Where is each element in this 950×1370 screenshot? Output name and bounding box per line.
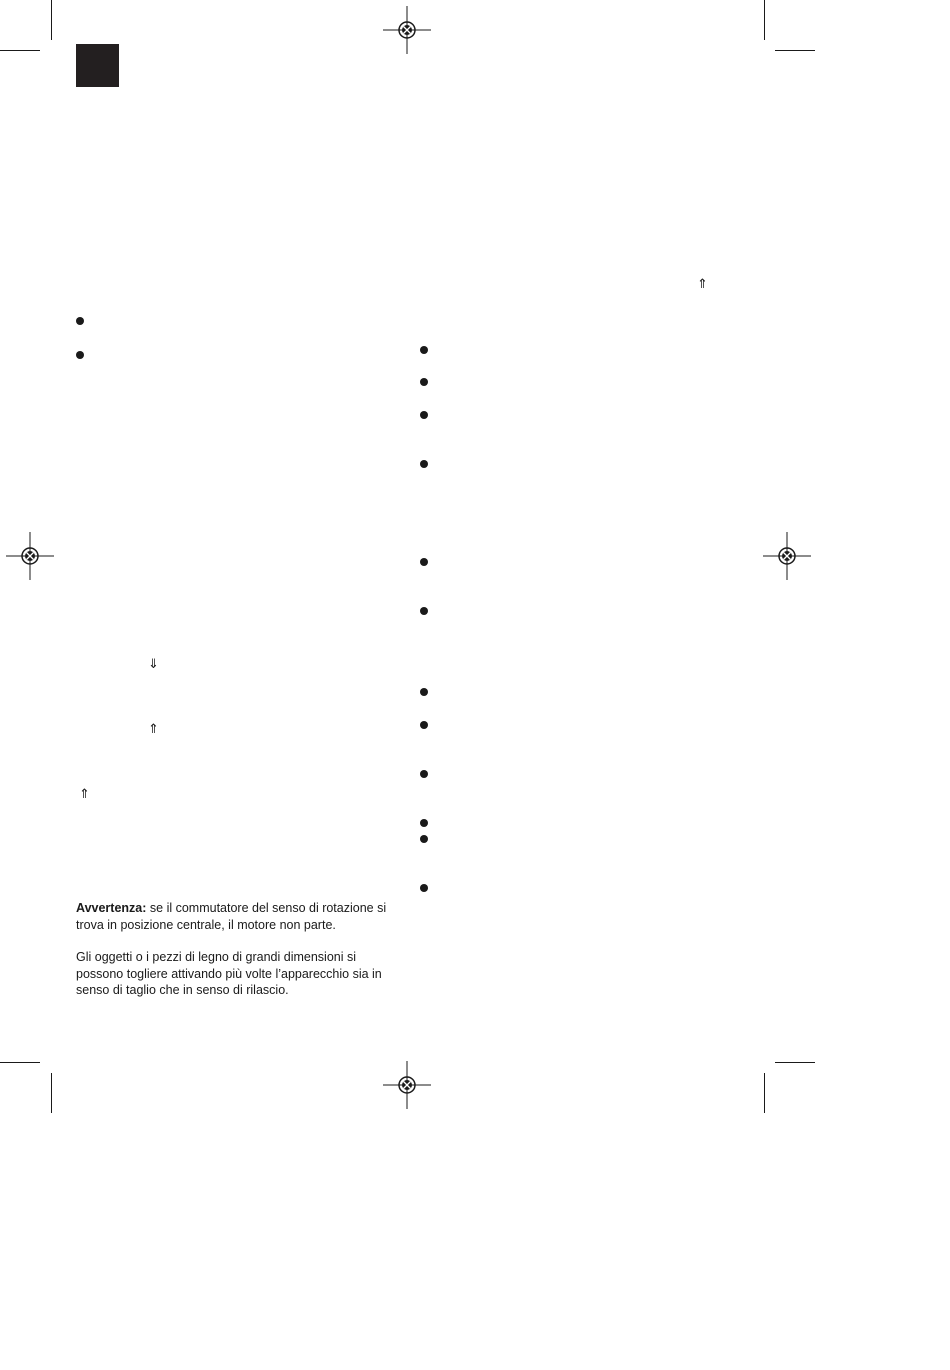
trim-mark-bottom-left-vertical: [51, 1073, 52, 1113]
bullet-icon: [420, 411, 428, 419]
bullet-icon: [420, 835, 428, 843]
bullet-icon: [420, 884, 428, 892]
removal-paragraph: Gli oggetti o i pezzi di legno di grandi dimensioni si possono togliere attivando più volte l’apparecchio sia in senso di taglio che in senso di rilascio.: [76, 950, 382, 997]
bullet-icon: [420, 378, 428, 386]
trim-mark-top-left-vertical: [51, 0, 52, 40]
bullet-icon: [420, 460, 428, 468]
trim-mark-bottom-right-horizontal: [775, 1062, 815, 1063]
trim-mark-bottom-right-vertical: [764, 1073, 765, 1113]
registration-mark-top-icon: [383, 6, 431, 54]
bullet-icon: [420, 721, 428, 729]
warning-note: [76, 900, 406, 933]
trim-mark-bottom-left-horizontal: [0, 1062, 40, 1063]
warning-text: se il commutatore del senso di rotazione si trova in posizione centrale, il motore non parte.: [76, 901, 387, 932]
registration-mark-right-icon: [763, 532, 811, 580]
bullet-icon: [420, 688, 428, 696]
trim-mark-top-right-vertical: [764, 0, 765, 40]
bullet-icon: [420, 770, 428, 778]
bullet-icon: [420, 607, 428, 615]
arrow-up-icon: ⇑: [79, 787, 90, 802]
bullet-icon: [420, 819, 428, 827]
bullet-icon: [76, 351, 84, 359]
arrow-up-icon: ⇑: [697, 277, 708, 292]
registration-mark-bottom-icon: [383, 1061, 431, 1109]
bullet-icon: [76, 317, 84, 325]
arrow-up-icon: ⇑: [148, 722, 159, 737]
registration-mark-left-icon: [6, 532, 54, 580]
bullet-icon: [420, 558, 428, 566]
trim-mark-top-left-horizontal: [0, 50, 40, 51]
trim-mark-top-right-horizontal: [775, 50, 815, 51]
warning-label: Avvertenza:: [76, 901, 147, 915]
language-tab-box: [76, 44, 119, 87]
arrow-down-icon: ⇓: [148, 657, 159, 672]
bullet-icon: [420, 346, 428, 354]
